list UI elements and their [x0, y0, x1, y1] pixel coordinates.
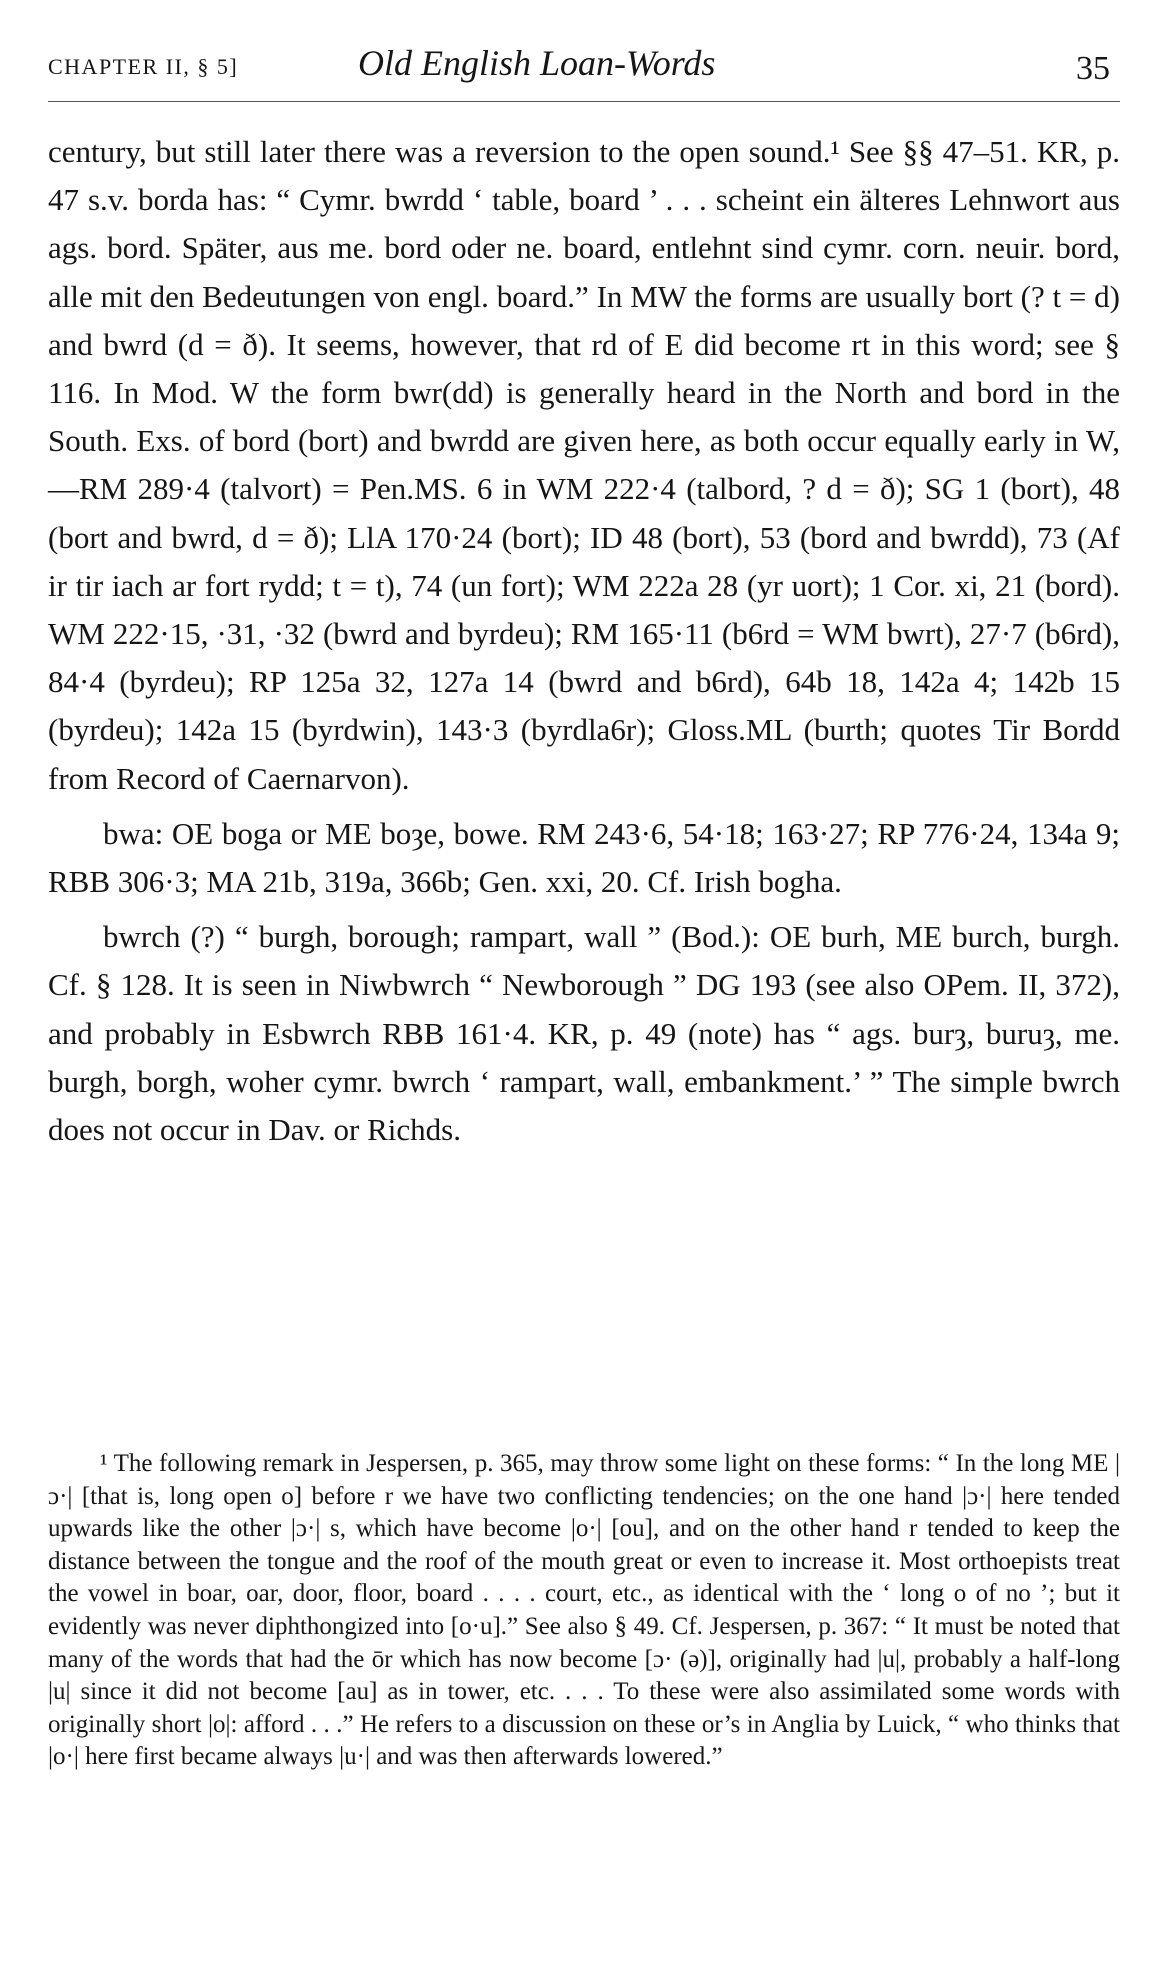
paragraph-bord-continued: century, but still later there was a reversion to the open sound.¹ See §§ 47–51. KR, p. 47 s.v. borda has: “ Cymr. bwrdd ‘ table, board ’ . . . scheint ein älteres Lehnwort aus ags. bord. Später, aus me. bord oder ne. board, entlehnt sind cymr. corn. neuir. bord, alle mit den Bedeutungen von engl. board.” In MW the forms are usually bort (? t = d) and bwrd (d = ð). It seems, however, that rd of E did become rt in this word; see § 116. In Mod. W the form bwr(dd) is generally heard in the North and bord in the South. Exs. of bord (bort) and bwrdd are given here, as both occur equally early in W,—RM 289·4 (talvort) = Pen.MS. 6 in WM 222·4 (talbord, ? d = ð); SG 1 (bort), 48 (bort and bwrd, d = ð); LlA 170·24 (bort); ID 48 (bort), 53 (bord and bwrdd), 73 (Af ir tir iach ar fort rydd; t = t), 74 (un fort); WM 222a 28 (yr uort); 1 Cor. xi, 21 (bord). WM 222·15, ·31, ·32 (bwrd and byrdeu); RM 165·11 (b6rd = WM bwrt), 27·7 (b6rd), 84·4 (byrdeu); RP 125a 32, 127a 14 (bwrd and b6rd), 64b 18, 142a 4; 142b 15 (byrdeu); 142a 15 (byrdwin), 143·3 (byrdla6r); Gloss.ML (burth; quotes Tir Bordd from Record of Caernarvon). [48, 134, 1120, 796]
footnote: ¹ The following remark in Jespersen, p. 365, may throw some light on these forms: “ In the long ME |ɔ·| [that is, long open o] before r we have two conflicting tendencies; on the one hand |ɔ·| here tended upwards like the other |ɔ·| s, which have become |o·| [ou], and on the other hand r tended to keep the distance between the tongue and the roof of the mouth great or even to increase it. Most orthoepists treat the vowel in boar, oar, door, floor, board . . . . court, etc., as identical with the ‘ long o of no ’; but it evidently was never diphthongized into [o·u].” See also § 49. Cf. Jespersen, p. 367: “ It must be noted that many of the words that had the ōr which has now become [ɔ· (ə)], originally had |u|, probably a half-long |u| since it did not become [au] as in tower, etc. . . . To these were also assimilated some words with originally short |o|: afford . . .” He refers to a discussion on these or’s in Anglia by Luick, “ who thinks that |o·| here first became always |u·| and was then afterwards lowered.” [48, 1450, 1120, 1771]
chapter-reference: CHAPTER II, § 5] [48, 54, 239, 79]
header-rule [48, 101, 1120, 102]
body-text [48, 128, 1120, 1154]
paragraph-bwrch-entry: bwrch (?) “ burgh, borough; rampart, wall ” (Bod.): OE burh, ME burch, burgh. Cf. § 128. It is seen in Niwbwrch “ Newborough ” DG 193 (see also OPem. II, 372), and probably in Esbwrch RBB 161·4. KR, p. 49 (note) has “ ags. burȝ, buruȝ, me. burgh, borgh, woher cymr. bwrch ‘ rampart, wall, embankment.’ ” The simple bwrch does not occur in Dav. or Richds. [48, 919, 1120, 1148]
running-head [48, 30, 1120, 92]
running-title: Old English Loan-Words [358, 43, 716, 83]
paragraph-bwa-entry: bwa: OE boga or ME boȝe, bowe. RM 243·6, 54·18; 163·27; RP 776·24, 134a 9; RBB 306·3; MA 21b, 319a, 366b; Gen. xxi, 20. Cf. Irish bogha. [48, 815, 1120, 900]
page-number: 35 [1076, 50, 1110, 87]
